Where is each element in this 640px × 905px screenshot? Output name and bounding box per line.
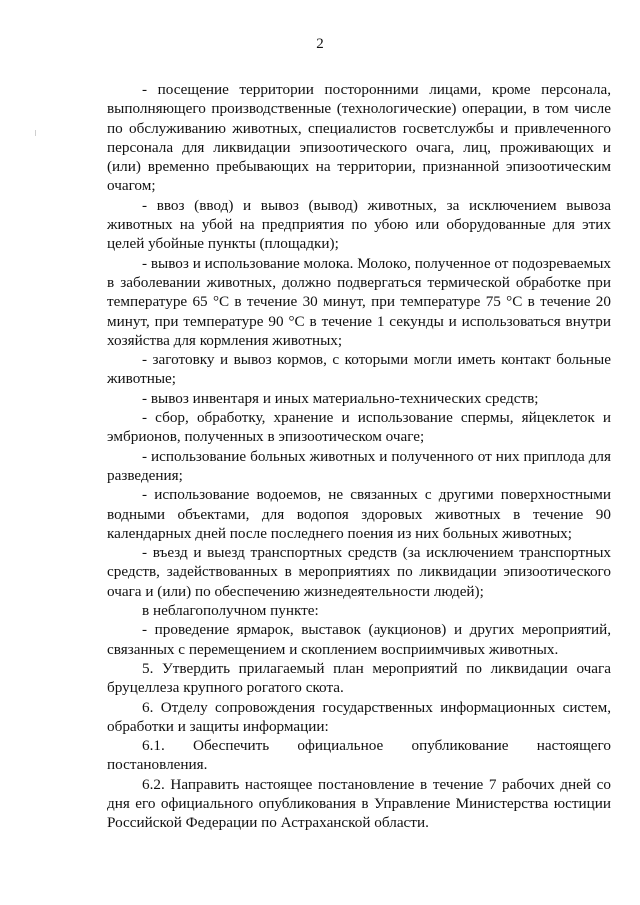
paragraph-item-6-1: 6.1. Обеспечить официальное опубликование настоящего постановления. [107,737,611,774]
paragraph-unfavorable-point-heading: в неблагополучном пункте: [142,602,319,620]
paragraph-water-bodies: - использование водоемов, не связанных с другими поверхностными водными объектами, для водопоя здоровых животных в течение 90 календарных дней после последнего поения из них больных животных; [107,486,611,542]
paragraph-item-6: 6. Отделу сопровождения государственных информационных систем, обработки и защиты информации: [107,698,611,735]
paragraph-equipment-removal: - вывоз инвентаря и иных материально-технических средств; [142,389,539,407]
paragraph-vehicle-movement: - въезд и выезд транспортных средств (за исключением транспортных средств, задействованных в мероприятиях по ликвидации эпизоотического очага и (или) по обеспечению жизнедеятельности людей); [107,544,611,600]
paragraph-item-5: 5. Утвердить прилагаемый план мероприятий по ликвидации очага бруцеллеза крупного рогатого скота. [107,659,611,697]
paragraph-milk-use: - вывоз и использование молока. Молоко, полученное от подозреваемых в заболевании животных, должно подвергаться термической обработке при температуре 65 °С в течение 30 минут, при температуре 75 °С в течение 20 минут, при температуре 90 °С в течение 1 секунды и использоваться внутри хозяйства для кормления животных; [107,254,611,349]
paragraph-visitor-restriction: - посещение территории посторонними лицами, кроме персонала, выполняющего производственные (технологические) операции, в том числе по обслуживанию животных, специалистов госветслужбы и привлеченного персонала для ликвидации эпизоотического очага, лиц, проживающих и (или) временно пребывающих на территории, признанной эпизоотическим очагом; [107,81,611,195]
paragraph-feed-removal: - заготовку и вывоз кормов, с которыми могли иметь контакт больные животные; [107,351,611,388]
paragraph-breeding-restriction: - использование больных животных и полученного от них приплода для разведения; [107,447,611,484]
paragraph-animal-movement: - ввоз (ввод) и вывоз (вывод) животных, за исключением вывоза животных на убой на предприятия по убою или оборудованные для этих целей убойные пункты (площадки); [107,196,611,253]
paragraph-germplasm-use: - сбор, обработку, хранение и использование спермы, яйцеклеток и эмбрионов, полученных в эпизоотическом очаге; [107,409,611,446]
page-number: 2 [316,36,324,52]
margin-mark [35,130,36,136]
document-body [107,80,611,833]
paragraph-item-6-2: 6.2. Направить настоящее постановление в течение 7 рабочих дней со дня его официального опубликования в Управление Министерства юстиции Российской Федерации по Астраханской области. [107,775,611,832]
paragraph-events-restriction: - проведение ярмарок, выставок (аукционов) и других мероприятий, связанных с перемещением и скоплением восприимчивых животных. [107,621,611,658]
